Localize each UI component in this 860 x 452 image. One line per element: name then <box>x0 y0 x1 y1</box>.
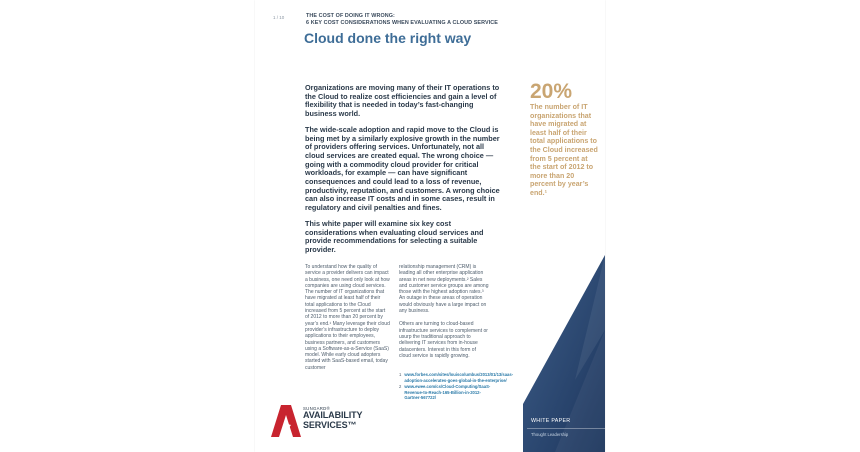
logo-line-2: AVAILABILITY <box>303 410 363 420</box>
intro-paragraph: The wide-scale adoption and rapid move to the Cloud is being met by a similarly explosive growth in the number of providers offering services. Unfortunately, not all cloud services are created equal. The wrong choice — going with a commodity cloud provider for critical workloads, for example — can have significant consequences and could lead to a loss of revenue, productivity, reputation, and customers. A wrong choice can also increase IT costs and in some cases, result in regulatory and civil penalties and fines. <box>305 124 500 213</box>
body-paragraph: Others are turning to cloud-based infrastructure services to complement or usurp the traditional approach to delivering IT services from in-house datacenters. Interest in this form of cloud service is rapidly growing. <box>399 321 488 359</box>
page-number: 1 / 10 <box>273 15 285 20</box>
kicker-line-2: 6 KEY COST CONSIDERATIONS WHEN EVALUATING A CLOUD SERVICE <box>306 20 498 26</box>
stat-percent: 20% <box>530 80 573 103</box>
thought-leadership-label: Thought Leadership <box>531 432 569 437</box>
document-page <box>255 0 605 452</box>
logo-line-3: SERVICES™ <box>303 419 357 430</box>
decorative-triangle <box>255 0 605 452</box>
page-title: Cloud done the right way <box>304 30 472 46</box>
intro-paragraph: This white paper will examine six key cost considerations when evaluating cloud services and provide recommendations for selecting a suitable provider. <box>305 218 484 254</box>
footnote-number: 2 <box>399 384 402 390</box>
intro-paragraph: Organizations are moving many of their IT operations to the Cloud to realize cost efficiencies and gain a level of flexibility that is needed in today’s fast-changing business world. <box>305 83 500 119</box>
footnote-link[interactable]: www.forbes.com/sites/louiscolumbus/2013/01/13/saas-adoption-accelerates-goes-global-in-the-enterprise/ <box>404 372 514 383</box>
body-paragraph: relationship management (CRM) is leading all other enterprise application areas in net new deployments.² Sales and customer service groups are among those with the highest adoption rates.³ An outage in these areas of operation would obviously have a large impact on any business. <box>399 264 489 315</box>
kicker-line-1: THE COST OF DOING IT WRONG: <box>306 13 395 19</box>
white-paper-label: WHITE PAPER <box>531 418 571 424</box>
sungard-logo-text <box>303 406 362 430</box>
body-paragraph: To understand how the quality of service a provider delivers can impact a business, one need only look at how companies are using cloud services. The number of IT organizations that have migrated at least half of their total applications to the Cloud increased from 5 percent at the start of 2012 to more than 20 percent by year’s end.¹ Many leverage their cloud provider’s infrastructure to deploy applications to their employees, business partners, and customers using a Software-as-a-Service (SaaS) model. While early cloud adopters started with SaaS-based email, today customer <box>305 264 390 371</box>
sungard-logo-icon <box>271 405 301 437</box>
logo-line-1: SUNGARD® <box>303 406 331 411</box>
footnote-link[interactable]: www.ewee.com/cs/Cloud-Computing/SaaS-Revenue-to-Reach-165-Billion-in-2012-Gartner-567722/ <box>404 384 491 401</box>
stat-text: The number of IT organizations that have migrated at least half of their total applications to the Cloud increased from 5 percent at the start of 2012 to more than 20 percent by year’s end.¹ <box>530 103 598 197</box>
footnote-number: 1 <box>399 372 402 377</box>
badge-divider <box>527 428 605 429</box>
